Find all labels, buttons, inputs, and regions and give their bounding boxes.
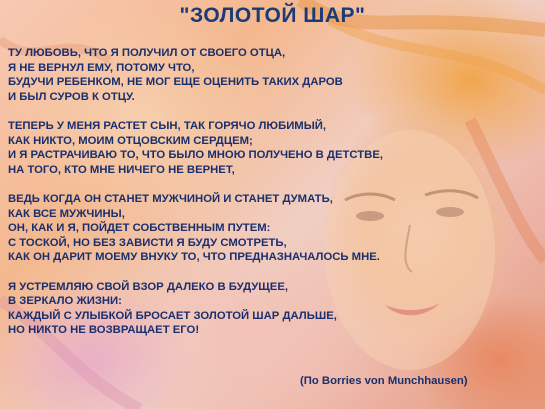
poem-line: ВЕДЬ КОГДА ОН СТАНЕТ МУЖЧИНОЙ И СТАНЕТ ДУМАТЬ, <box>8 192 333 205</box>
poem-line: КАК ОН ДАРИТ МОЕМУ ВНУКУ ТО, ЧТО ПРЕДНАЗНАЧАЛОСЬ МНЕ. <box>8 251 380 264</box>
poem-line: ТЕПЕРЬ У МЕНЯ РАСТЕТ СЫН, ТАК ГОРЯЧО ЛЮБИМЫЙ, <box>8 119 327 132</box>
poem-line: КАЖДЫЙ С УЛЫБКОЙ БРОСАЕТ ЗОЛОТОЙ ШАР ДАЛЬШЕ, <box>8 309 337 322</box>
stanza <box>8 119 528 177</box>
poem-line: ОН, КАК И Я, ПОЙДЕТ СОБСТВЕННЫМ ПУТЕМ: <box>8 222 271 235</box>
poem-line: И Я РАСТРАЧИВАЮ ТО, ЧТО БЫЛО МНОЮ ПОЛУЧЕНО В ДЕТСТВЕ, <box>8 149 384 162</box>
poem-line: НА ТОГО, КТО МНЕ НИЧЕГО НЕ ВЕРНЕТ, <box>8 163 235 176</box>
poem-line: Я УСТРЕМЛЯЮ СВОЙ ВЗОР ДАЛЕКО В БУДУЩЕЕ, <box>8 280 289 293</box>
poem-line: Я НЕ ВЕРНУЛ ЕМУ, ПОТОМУ ЧТО, <box>8 61 195 74</box>
attribution: (По Borries von Munchhausen) <box>300 375 468 387</box>
poem-line: НО НИКТО НЕ ВОЗВРАЩАЕТ ЕГО! <box>8 324 200 337</box>
stanza <box>8 46 528 104</box>
poem <box>8 46 528 352</box>
poem-line: ТУ ЛЮБОВЬ, ЧТО Я ПОЛУЧИЛ ОТ СВОЕГО ОТЦА, <box>8 47 286 59</box>
page-title: "ЗОЛОТОЙ ШАР" <box>179 4 366 27</box>
poem-line: БУДУЧИ РЕБЕНКОМ, НЕ МОГ ЕЩЕ ОЦЕНИТЬ ТАКИХ ДАРОВ <box>8 76 343 89</box>
poem-line: С ТОСКОЙ, НО БЕЗ ЗАВИСТИ Я БУДУ СМОТРЕТЬ, <box>8 236 287 249</box>
stanza <box>8 192 528 265</box>
poem-line: И БЫЛ СУРОВ К ОТЦУ. <box>8 90 135 103</box>
stanza <box>8 280 528 338</box>
poem-line: КАК НИКТО, МОИМ ОТЦОВСКИМ СЕРДЦЕМ; <box>8 134 253 147</box>
poem-line: КАК ВСЕ МУЖЧИНЫ, <box>8 207 125 220</box>
poem-line: В ЗЕРКАЛО ЖИЗНИ: <box>8 295 122 308</box>
